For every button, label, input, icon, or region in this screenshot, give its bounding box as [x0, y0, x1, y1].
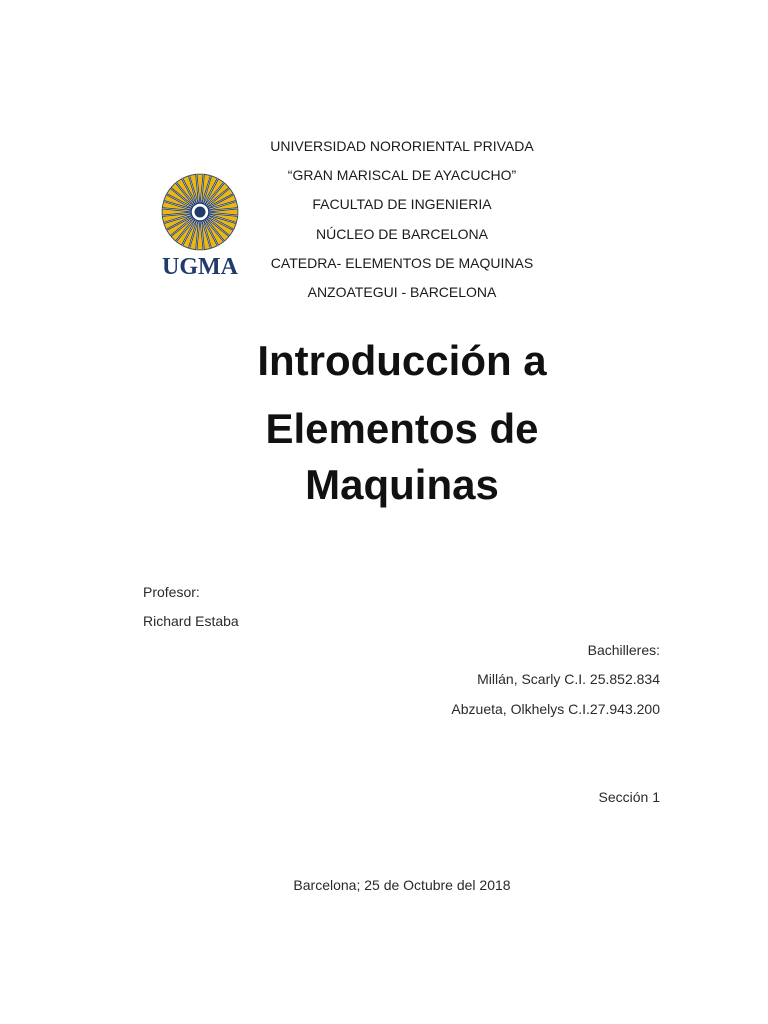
section-label: Sección 1: [598, 789, 660, 805]
header-university: UNIVERSIDAD NORORIENTAL PRIVADA: [270, 138, 534, 154]
header-nucleus: NÚCLEO DE BARCELONA: [316, 226, 488, 242]
header-location: ANZOATEGUI - BARCELONA: [307, 284, 497, 300]
header-faculty: FACULTAD DE INGENIERIA: [312, 196, 492, 212]
title-line-3: Maquinas: [305, 461, 499, 508]
professor-name: Richard Estaba: [143, 613, 239, 629]
professor-label: Profesor:: [143, 584, 200, 600]
logo-text: UGMA: [162, 254, 238, 280]
student-name: Abzueta, Olkhelys C.I.27.943.200: [451, 701, 660, 717]
date-location: Barcelona; 25 de Octubre del 2018: [293, 877, 511, 893]
title-line-2: Elementos de: [265, 405, 539, 452]
header-chair: CATEDRA- ELEMENTOS DE MAQUINAS: [270, 255, 534, 271]
student-name: Millán, Scarly C.I. 25.852.834: [477, 671, 660, 687]
header-university-name: “GRAN MARISCAL DE AYACUCHO”: [287, 167, 517, 183]
students-label: Bachilleres:: [587, 642, 660, 658]
title-line-1: Introducción a: [257, 337, 547, 384]
